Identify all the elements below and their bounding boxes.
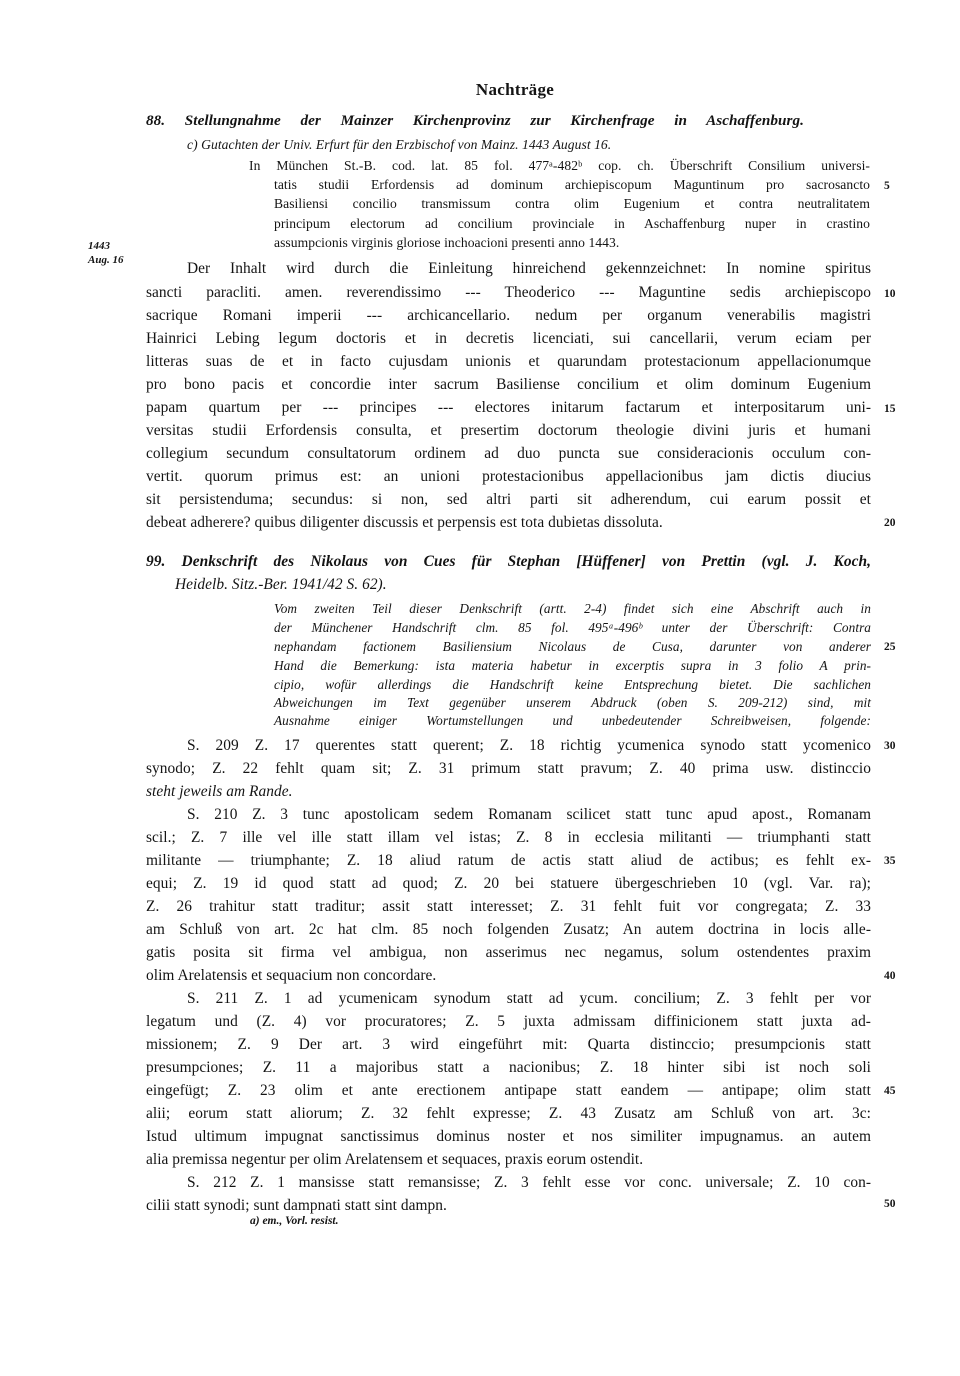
editorial-note-line: cipio, wofür allerdings die Handschrift keine Entsprechung bietet. Die sachlichen [274,677,871,692]
body-line: vertit. quorum primus est: an unioni protestacionibus appellacionibus jam dictis diucius [146,468,871,485]
entry-88-subtitle: c) Gutachten der Univ. Erfurt für den Erzbischof von Mainz. 1443 August 16. [187,137,612,152]
line-number: 15 [884,403,896,415]
body-line: versitas studii Erfordensis consulta, et presertim doctorum theologie divini juris et humani [146,422,871,439]
variant-line: steht jeweils am Rande. [146,783,293,800]
line-number: 10 [884,288,896,300]
body-line: sacrique Romani imperii --- archicancellario. nedum per organum venerabilis magistri [146,307,871,324]
footnote: a) em., Vorl. resist. [250,1215,339,1227]
variant-line: gatis posita sit firma vel ambigua, non asserimus nec negamus, solum ostendentes praxim [146,944,871,961]
line-number: 35 [884,855,896,867]
source-note-line: In München St.-B. cod. lat. 85 fol. 477ᵃ-482ᵇ cop. ch. Überschrift Consilium universi- [249,158,870,173]
variant-line: olim Arelatensis et sequacium non concordare. [146,967,437,984]
body-line: Der Inhalt wird durch die Einleitung hinreichend gekennzeichnet: In nomine spiritus [187,260,871,277]
line-number: 40 [884,970,896,982]
body-line: collegium secundum consultatorum ordinem ad duo puncta sue consideracionis occulum con- [146,445,871,462]
line-number: 50 [884,1198,896,1210]
variant-line: am Schluß von art. 2c hat clm. 85 noch folgenden Zusatz; An autem doctrina in locis alle- [146,921,871,938]
line-number: 45 [884,1085,896,1097]
variant-line: alia premissa negentur per olim Arelatensem et sequaces, praxis eorum ostendit. [146,1151,644,1168]
running-header: Nachträge [475,80,555,99]
variant-line: S. 212 Z. 1 mansisse statt remansisse; Z. 3 fehlt esse vor conc. universale; Z. 10 con- [187,1174,871,1191]
variant-line: militante — triumphante; Z. 18 aliud ratum de actis statt aliud de actibus; es fehlt ex- [146,852,871,869]
source-note-line: Basiliensi concilio transmissum contra olim Eugenium et contra neutralitatem [274,196,870,211]
variant-line: cilii statt synodi; sunt dampnati statt sint dampn. [146,1197,447,1214]
body-line: papam quartum per --- principes --- electores initarum factarum et interpositarum uni- [146,399,871,416]
variant-line: eingefügt; Z. 23 olim et ante erectionem antipape statt eandem — antipape; olim statt [146,1082,871,1099]
line-number: 30 [884,740,896,752]
variant-line: S. 209 Z. 17 querentes statt querent; Z. 18 richtig ycumenica synodo statt ycomenico [187,737,871,754]
entry-88-title: 88. Stellungnahme der Mainzer Kirchenprovinz zur Kirchenfrage in Aschaffenburg. [146,112,804,129]
body-line: sit persistenduma; secundus: si non, sed altri parti sit adherendum, cui earum possit et [146,491,871,508]
source-note-line: assumpcionis virginis gloriose inchoacioni presenti anno 1443. [274,235,620,250]
source-note-line: principum electorum ad concilium provinciale in Aschaffenburg nuper in crastino [274,216,870,231]
line-number: 5 [884,180,890,192]
line-number: 25 [884,641,896,653]
line-number: 20 [884,517,896,529]
body-line: litteras suas de et in facto cujusdam unionis et quarundam protestacionum appellacionumque [146,353,871,370]
source-note-line: tatis studii Erfordensis ad dominum archiepiscopum Maguntinum pro sacrosancto [274,177,870,192]
variant-line: missionem; Z. 9 Der art. 3 wird eingeführt mit: Quarta distinccio; presumpcionis statt [146,1036,871,1053]
variant-line: legatum und (Z. 4) vor procuratores; Z. 5 juxta admissam diffinicionem statt juxta ad- [146,1013,871,1030]
editorial-note-line: Abweichungen im Text gegenüber unserem Abdruck (oben S. 209-212) sind, mit [274,695,871,710]
variant-line: S. 210 Z. 3 tunc apostolicam sedem Romanam scilicet statt tunc apud apost., Romanam [187,806,871,823]
body-line: sancti paracliti. amen. reverendissimo --- Theoderico --- Maguntine sedis archiepiscopo [146,284,871,301]
body-line: debeat adherere? quibus diligenter discussis et perpensis est tota dubietas dissoluta. [146,514,663,531]
entry-99-title-cont: Heidelb. Sitz.-Ber. 1941/42 S. 62). [175,576,387,593]
editorial-note-line: der Münchener Handschrift clm. 85 fol. 495ᵃ-496ᵇ unter der Überschrift: Contra [274,620,871,635]
body-line: Hainrici Lebing legum doctoris et in decretis licenciati, sui cancellarii, verum eciam per [146,330,871,347]
variant-line: Istud ultimum impugnat sanctissimus dominus noster et nos similiter impugnamus. an autem [146,1128,871,1145]
editorial-note-line: nephandam factionem Basiliensium Nicolaus de Cusa, darunter von anderer [274,639,871,654]
editorial-note-line: Hand die Bemerkung: ista materia habetur in excerptis supra in 3 folio A prin- [274,658,871,673]
variant-line: synodo; Z. 22 fehlt quam sit; Z. 31 primum statt pravum; Z. 40 prima usw. distinccio [146,760,871,777]
variant-line: equi; Z. 19 id quod statt ad quod; Z. 20 bei statuere übergeschrieben 10 (vgl. Var. ra); [146,875,871,892]
margin-note-date: Aug. 16 [88,254,124,266]
body-line: pro bono pacis et concordie inter sacrum Basiliense concilium et olim dominum Eugenium [146,376,871,393]
editorial-note-line: Vom zweiten Teil dieser Denkschrift (artt. 2-4) findet sich eine Abschrift auch in [274,601,871,616]
variant-line: S. 211 Z. 1 ad ycumenicam synodum statt ad ycum. concilium; Z. 3 fehlt per vor [187,990,871,1007]
variant-line: alii; eorum statt aliorum; Z. 32 fehlt expresse; Z. 43 Zusatz am Schluß von art. 3c: [146,1105,871,1122]
entry-99-title: 99. Denkschrift des Nikolaus von Cues für Stephan [Hüffener] von Prettin (vgl. J. Koch, [146,553,871,570]
variant-line: presumpciones; Z. 11 a majoribus statt a nacionibus; Z. 18 hinter sibi ist noch soli [146,1059,871,1076]
variant-line: scil.; Z. 7 ille vel ille statt illam vel istas; Z. 8 in ecclesia militanti — triumphanti statt [146,829,871,846]
margin-note-year: 1443 [88,240,110,252]
editorial-note-line: Ausnahme einiger Wortumstellungen und unbedeutender Schreibweisen, folgende: [274,713,871,728]
variant-line: Z. 26 trahitur statt traditur; assit statt interesset; Z. 31 fehlt fuit vor congregata; Z. 33 [146,898,871,915]
